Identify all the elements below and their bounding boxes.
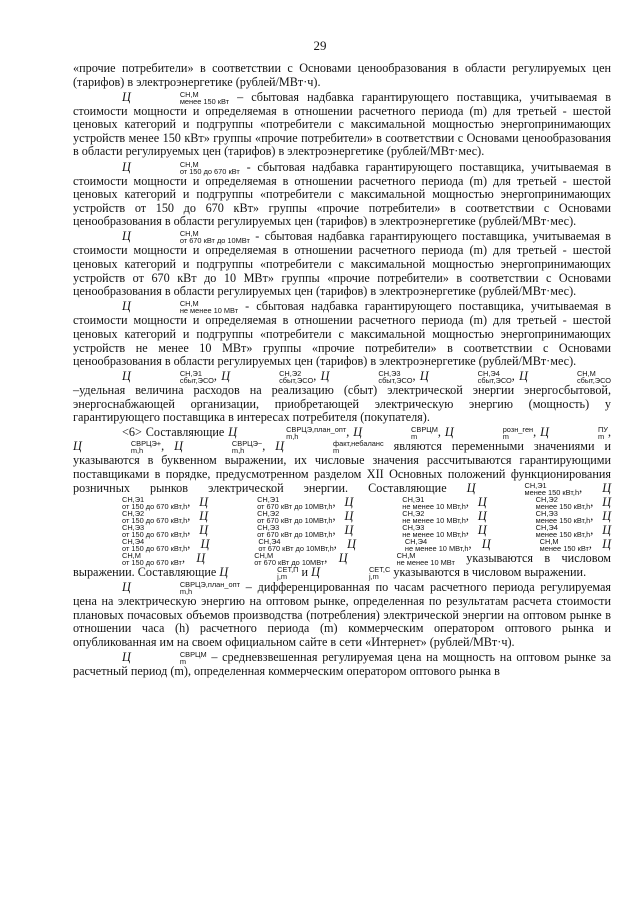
formula-sup: СН,Э3	[535, 508, 558, 518]
formula-symbol: Ц	[466, 480, 476, 495]
formula-sub: не менее 10 МВт,h	[402, 501, 466, 511]
formula-sup: СН,Э3	[122, 522, 145, 532]
formula-symbol: Ц	[344, 522, 354, 537]
formula-indices	[73, 496, 187, 510]
formula-symbol: Ц	[122, 89, 131, 104]
formula-indices	[487, 524, 591, 538]
formula-sup: СВРЦЭ,план_опт	[179, 580, 240, 590]
formula-symbol: Ц	[219, 564, 229, 579]
formula-indices	[549, 426, 608, 440]
formula-sub: j,m	[277, 571, 288, 581]
formula-sub: не менее 10 МВт	[179, 306, 239, 316]
formula-sup: СН,Э2	[279, 369, 302, 379]
formula-symbol: Ц	[199, 522, 209, 537]
paragraph-text: «прочие потребители» в соответствии с Основами ценообразования в области регулируемых цен (тарифов) в электроэнергетике (рублей/МВт·ч).	[73, 61, 611, 89]
formula-sub: m,h	[231, 446, 245, 456]
formula-indices	[487, 496, 591, 510]
formula-indices	[237, 426, 346, 440]
formula-indices	[528, 370, 611, 384]
paragraph-text: –удельная величина расходов на реализацию (сбыт) электрической энергии энергосбытовой, энергоснабжающей организации, приобретающей электрическую энергию (мощность) у гарантирующего поставщика в интересах потребителя (покупателя).	[73, 383, 611, 425]
formula-symbol: Ц	[477, 522, 487, 537]
formula-symbol: Ц	[602, 494, 612, 509]
formula-sup: СН,Э1	[179, 369, 202, 379]
formula-indices	[73, 538, 187, 552]
formula-sup: СН,Э4	[477, 369, 500, 379]
formula-symbol: Ц	[73, 439, 82, 454]
formula-sup: СЕТ,П	[277, 564, 299, 574]
formula-indices	[205, 552, 324, 566]
formula-symbol: Ц	[347, 536, 356, 551]
formula-sup: СН,М	[254, 550, 274, 560]
formula-indices	[353, 510, 466, 524]
formula-symbol: Ц	[419, 369, 429, 384]
formula-symbol: Ц	[122, 229, 131, 244]
page-number: 29	[313, 38, 327, 53]
formula-sup: СН,Э2	[257, 508, 280, 518]
formula-sup: СН,Э1	[122, 494, 145, 504]
formula-symbol: Ц	[481, 536, 491, 551]
formula-symbol: Ц	[602, 508, 612, 523]
formula-sub: от 150 до 670 кВт,h	[122, 515, 188, 525]
paragraph	[73, 651, 611, 679]
formula-indices	[208, 496, 332, 510]
formula-symbol: Ц	[199, 508, 209, 523]
formula-sup: СН,Э4	[258, 536, 281, 546]
formula-sub: не менее 10 МВт,h	[404, 543, 469, 553]
paragraph	[73, 370, 611, 425]
formula-group: Ц СН,Э1 сбыт,ЭСО , Ц СН,Э2 сбыт,ЭСО , Ц СН,Э3 сбыт,ЭСО , Ц СН,Э4 сбыт,ЭСО , Ц СН,М сбыт,ЭСО	[122, 369, 612, 386]
formula-symbol: Ц	[444, 425, 454, 440]
formula-indices	[454, 426, 533, 440]
paragraph	[73, 230, 611, 298]
formula-sup: СН,Э1	[257, 494, 280, 504]
formula-sup: СН,М	[122, 550, 141, 560]
formula-sup: ПУ	[597, 425, 608, 435]
formula-sup: СВРЦМ	[179, 650, 207, 660]
formula-symbol: Ц	[344, 494, 354, 509]
formula-indices	[73, 524, 187, 538]
formula-symbol: Ц	[221, 369, 231, 384]
formula-sup: СН,М	[179, 229, 199, 239]
formula-indices	[284, 440, 384, 454]
formula-sup: СН,М	[179, 89, 199, 99]
formula-indices	[131, 161, 240, 175]
formula-sub: от 670 кВт до 10МВт	[179, 236, 250, 246]
formula-symbol: Ц	[477, 494, 487, 509]
formula-indices	[348, 552, 455, 566]
formula-sub: m,h	[130, 446, 144, 456]
formula-sub: m,h	[286, 432, 299, 442]
paragraph	[73, 581, 611, 649]
formula-sup: СН,М	[179, 299, 199, 309]
formula-sup: СВРЦЭ−	[231, 439, 263, 449]
formula-indices	[487, 510, 591, 524]
formula-indices	[131, 300, 238, 314]
paragraph	[73, 91, 611, 159]
formula-sub: от 670 кВт до 10МВт,h	[258, 543, 334, 553]
formula-indices	[353, 496, 466, 510]
formula-sub: менее 150 кВт,h	[524, 487, 580, 497]
formula-sub: m	[411, 432, 418, 442]
formula-symbol: Ц	[122, 650, 131, 665]
formula-sub: от 150 до 670 кВт,h	[122, 543, 188, 553]
formula-indices	[208, 524, 332, 538]
formula-symbol: Ц	[174, 439, 183, 454]
paragraph-text: указываются в числовом выражении.	[393, 564, 587, 579]
formula-symbol: Ц	[199, 494, 209, 509]
formula-sup: СН,Э4	[404, 536, 428, 546]
formula-indices	[476, 482, 580, 496]
formula-sup: СН,Э4	[122, 536, 145, 546]
paragraph-text: - сбытовая надбавка гарантирующего поставщика, учитываемая в стоимости мощности и определяемая в отношении расчетного периода (m) для третьей - шестой ценовых категорий и подгруппы «потребители с максимальной мощностью энергопринимающих устройств от 670 кВт до 10 МВт» группы «прочие потребители» в соответствии с Основами ценообразования в области регулируемых цен (тарифов) в электроэнергетике (рублей/МВт·мес).	[73, 229, 612, 299]
formula-sub: не менее 10 МВт	[396, 557, 455, 567]
formula-sup: СН,М	[576, 369, 596, 379]
formula-sub: менее 150 кВт	[179, 96, 230, 106]
formula-sub: менее 150 кВт	[539, 543, 589, 553]
formula-sup: факт,небаланс	[333, 439, 384, 449]
paragraph	[73, 62, 611, 89]
formula-sup: СВРЦМ	[411, 425, 438, 435]
formula-sub: сбыт,ЭСО	[279, 376, 314, 386]
formula-sub: сбыт,ЭСО	[378, 376, 413, 386]
formula-indices	[131, 581, 240, 595]
formula-sub: m	[333, 446, 340, 456]
formula-sup: СН,Э3	[402, 522, 425, 532]
formula-sup: СН,Э1	[524, 480, 547, 490]
formula-symbol: Ц	[353, 425, 363, 440]
formula-indices	[329, 370, 412, 384]
formula-indices	[491, 538, 589, 552]
formula-symbol: Ц	[122, 369, 131, 384]
paragraph: <6> Составляющие Ц СВРЦЭ,план_опт m,h , Ц СВРЦМ m , Ц розн_ген m , Ц ПУ m , Ц СВРЦЭ+ m,h , Ц СВРЦЭ− m,h , Ц факт,небаланс m являются переменными значениями и указываются в буквенном выражении, их числовые значения рассчитываются гарантирующими поставщиками в порядке, предусмотренном разделом XII Основных положений функционирования розничных рынков электрической энергии. Составляющие Ц СН,Э1 менее 150 кВт,h , Ц СН,Э1 от 150 до 670 кВт,h , Ц СН,Э1 от 670 кВт до 10МВт,h , Ц СН,Э1 не менее 10 МВт,h , Ц СН,Э2 менее 150 кВт,h , Ц СН,Э2 от 150 до 670 кВт,h , Ц СН,Э2 от 670 кВт до 10МВт,h , Ц СН,Э2 не менее 10 МВт,h , Ц СН,Э3 менее 150 кВт,h , Ц СН,Э3 от 150 до 670 кВт,h , Ц СН,Э3 от 670 кВт до 10МВт,h , Ц СН,Э3 не менее 10 МВт,h , Ц СН,Э4 менее 150 кВт,h , Ц СН,Э4 от 150 до 670 кВт,h , Ц СН,Э4 от 670 кВт до 10МВт,h , Ц СН,Э4 не менее 10 МВт,h , Ц СН,М менее 150 кВт , Ц СН,М от 150 до 670 кВт , Ц СН,М от 670 кВт до 10МВт , Ц СН,М не менее 10 МВт указываются в числовом выражении. Составляющие Ц СЕТ,П j,m и Ц СЕТ,С j,m указываются в числовом выражении.	[73, 425, 612, 581]
formula-indices	[356, 538, 469, 552]
formula-sub: сбыт,ЭСО	[477, 376, 512, 386]
formula-sub: сбыт,ЭСО	[576, 376, 612, 386]
formula-symbol: Ц	[477, 508, 487, 523]
formula-sub: от 150 до 670 кВт,h	[122, 529, 188, 539]
formula-indices	[208, 510, 332, 524]
formula-sup: СН,Э2	[402, 508, 425, 518]
formula-sub: m	[502, 432, 509, 442]
formula-symbol: Ц	[200, 536, 210, 551]
formula-sup: СВРЦЭ+	[130, 439, 162, 449]
formula-indices	[131, 91, 229, 105]
formula-symbol: Ц	[228, 425, 238, 440]
formula-sub: m	[179, 657, 186, 667]
paragraph-text: - сбытовая надбавка гарантирующего поставщика, учитываемая в стоимости мощности и определяемая в отношении расчетного периода (m) для третьей - шестой ценовых категорий и подгруппы «потребители с максимальной мощностью энергопринимающих устройств не менее 10 МВт» группы «прочие потребители» в соответствии с Основами ценообразования в области регулируемых цен (тарифов) в электроэнергетике (рублей/МВт·мес).	[73, 299, 612, 369]
formula-sup: СН,Э1	[402, 494, 425, 504]
formula-sup: СН,Э3	[378, 369, 401, 379]
formula-indices	[429, 370, 512, 384]
formula-symbol: Ц	[602, 480, 612, 495]
formula-indices	[228, 566, 298, 580]
formula-sub: от 150 до 670 кВт	[179, 166, 240, 176]
formula-symbol: Ц	[196, 550, 206, 565]
formula-symbol: Ц	[602, 536, 611, 551]
formula-symbol: Ц	[338, 550, 348, 565]
formula-indices	[362, 426, 438, 440]
paragraph	[73, 300, 611, 368]
formula-sup: розн_ген	[502, 425, 534, 435]
formula-sub: сбыт,ЭСО	[179, 376, 214, 386]
formula-sub: от 670 кВт до 10МВт,h	[257, 529, 333, 539]
paragraph-text: указываются в числовом выражении. Составляющие	[73, 550, 612, 579]
formula-indices	[73, 510, 187, 524]
formula-indices	[209, 538, 333, 552]
formula-indices	[353, 524, 466, 538]
paragraph-text: являются переменными значениями и указываются в буквенном выражении, их числовые значения рассчитываются гарантирующими поставщиками в порядке, предусмотренном разделом XII Основных положений функционирования розничных рынков электрической энергии. Составляющие	[73, 439, 611, 495]
formula-symbol: Ц	[320, 369, 330, 384]
paragraph-text: – дифференцированная по часам расчетного периода регулируемая цена на электрическую энергию на оптовом рынке, определенная по результатам расчета стоимости плановых почасовых объемов производства (потребления) электрической энергии на оптовом рынке в отношении часа (h) расчетного периода (m) коммерческим оператором оптового рынка и опубликованная им на своем официальном сайте в сети «Интернет» (рублей/МВт·ч).	[73, 580, 612, 649]
paragraph-text: – сбытовая надбавка гарантирующего поставщика, учитываемая в стоимости мощности и определяемая в отношении расчетного периода (m) для третьей - шестой ценовых категорий и подгруппы «потребители с максимальной мощностью энергопринимающих устройств менее 150 кВт» группы «прочие потребители» в соответствии с Основами ценообразования в области регулируемых цен (тарифов) в электроэнергетике (рублей/МВт·мес).	[73, 89, 612, 159]
formula-sub: от 670 кВт до 10МВт,h	[257, 501, 333, 511]
formula-indices	[131, 651, 207, 665]
formula-sup: СН,М	[539, 536, 559, 546]
formula-indices	[230, 370, 313, 384]
paragraph-lead: <6> Составляющие	[122, 425, 225, 440]
paragraph	[73, 161, 611, 229]
formula-sup: СН,Э2	[122, 508, 145, 518]
formula-indices	[131, 230, 250, 244]
formula-indices	[82, 440, 161, 454]
formula-symbol: Ц	[519, 369, 528, 384]
formula-sup: СН,М	[396, 550, 416, 560]
formula-sub: от 670 кВт до 10МВт	[254, 557, 325, 567]
formula-sub: менее 150 кВт,h	[535, 529, 591, 539]
formula-indices	[320, 566, 390, 580]
formula-sup: СН,Э2	[535, 494, 558, 504]
formula-symbol: Ц	[275, 439, 285, 454]
formula-sup: СН,М	[179, 159, 199, 169]
formula-sub: менее 150 кВт,h	[535, 501, 591, 511]
formula-list: Ц СН,Э1 менее 150 кВт,h , Ц СН,Э1 от 150 до 670 кВт,h , Ц СН,Э1 от 670 кВт до 10МВт,h , Ц СН,Э1 не менее 10 МВт,h , Ц СН,Э2 менее 150 кВт,h , Ц СН,Э2 от 150 до 670 кВт,h , Ц СН,Э2 от 670 кВт до 10МВт,h , Ц СН,Э2 не менее 10 МВт,h , Ц СН,Э3 менее 150 кВт,h , Ц СН,Э3 от 150 до 670 кВт,h , Ц СН,Э3 от 670 кВт до 10МВт,h , Ц СН,Э3 не менее 10 МВт,h , Ц СН,Э4 менее 150 кВт,h , Ц СН,Э4 от 150 до 670 кВт,h , Ц СН,Э4 от 670 кВт до 10МВт,h , Ц СН,Э4 не менее 10 МВт,h , Ц СН,М менее 150 кВт , Ц СН,М от 150 до 670 кВт , Ц СН,М от 670 кВт до 10МВт , Ц СН,М не менее 10 МВт	[73, 481, 611, 565]
formula-sub: от 150 до 670 кВт	[122, 557, 182, 567]
formula-indices	[183, 440, 262, 454]
formula-sup: СН,Э3	[257, 522, 280, 532]
formula-sub: от 670 кВт до 10МВт,h	[257, 515, 333, 525]
paragraph-text: – средневзвешенная регулируемая цена на мощность на оптовом рынке за расчетный период (m), определенная коммерческим оператором оптового рынка в	[73, 650, 611, 679]
paragraph-text: - сбытовая надбавка гарантирующего поставщика, учитываемая в стоимости мощности и определяемая в отношении расчетного периода (m) для третьей - шестой ценовых категорий и подгруппы «потребители с максимальной мощностью энергопринимающих устройств от 150 до 670 кВт» группы «прочие потребители» в соответствии с Основами ценообразования в области регулируемых цен (тарифов) в электроэнергетике (рублей/МВт·мес).	[73, 159, 612, 229]
formula-symbol: Ц	[122, 299, 131, 314]
formula-symbol: Ц	[344, 508, 354, 523]
formula-sup: СЕТ,С	[368, 564, 391, 574]
document-body	[73, 62, 611, 680]
formula-symbol: Ц	[602, 522, 612, 537]
formula-symbol: Ц	[540, 425, 549, 440]
formula-indices	[131, 370, 214, 384]
formula-sub: не менее 10 МВт,h	[402, 515, 466, 525]
formula-sub: менее 150 кВт,h	[535, 515, 591, 525]
formula-sub: m	[597, 432, 605, 442]
formula-symbol: Ц	[122, 580, 131, 595]
formula-indices	[73, 552, 182, 566]
formula-symbol: Ц	[122, 159, 131, 174]
formula-sup: СН,Э4	[535, 522, 558, 532]
formula-sub: от 150 до 670 кВт,h	[122, 501, 188, 511]
formula-sup: СВРЦЭ,план_опт	[286, 425, 347, 435]
formula-sub: не менее 10 МВт,h	[402, 529, 466, 539]
formula-sub: j,m	[368, 571, 379, 581]
formula-symbol: Ц	[311, 564, 320, 579]
formula-sub: m,h	[179, 587, 193, 597]
